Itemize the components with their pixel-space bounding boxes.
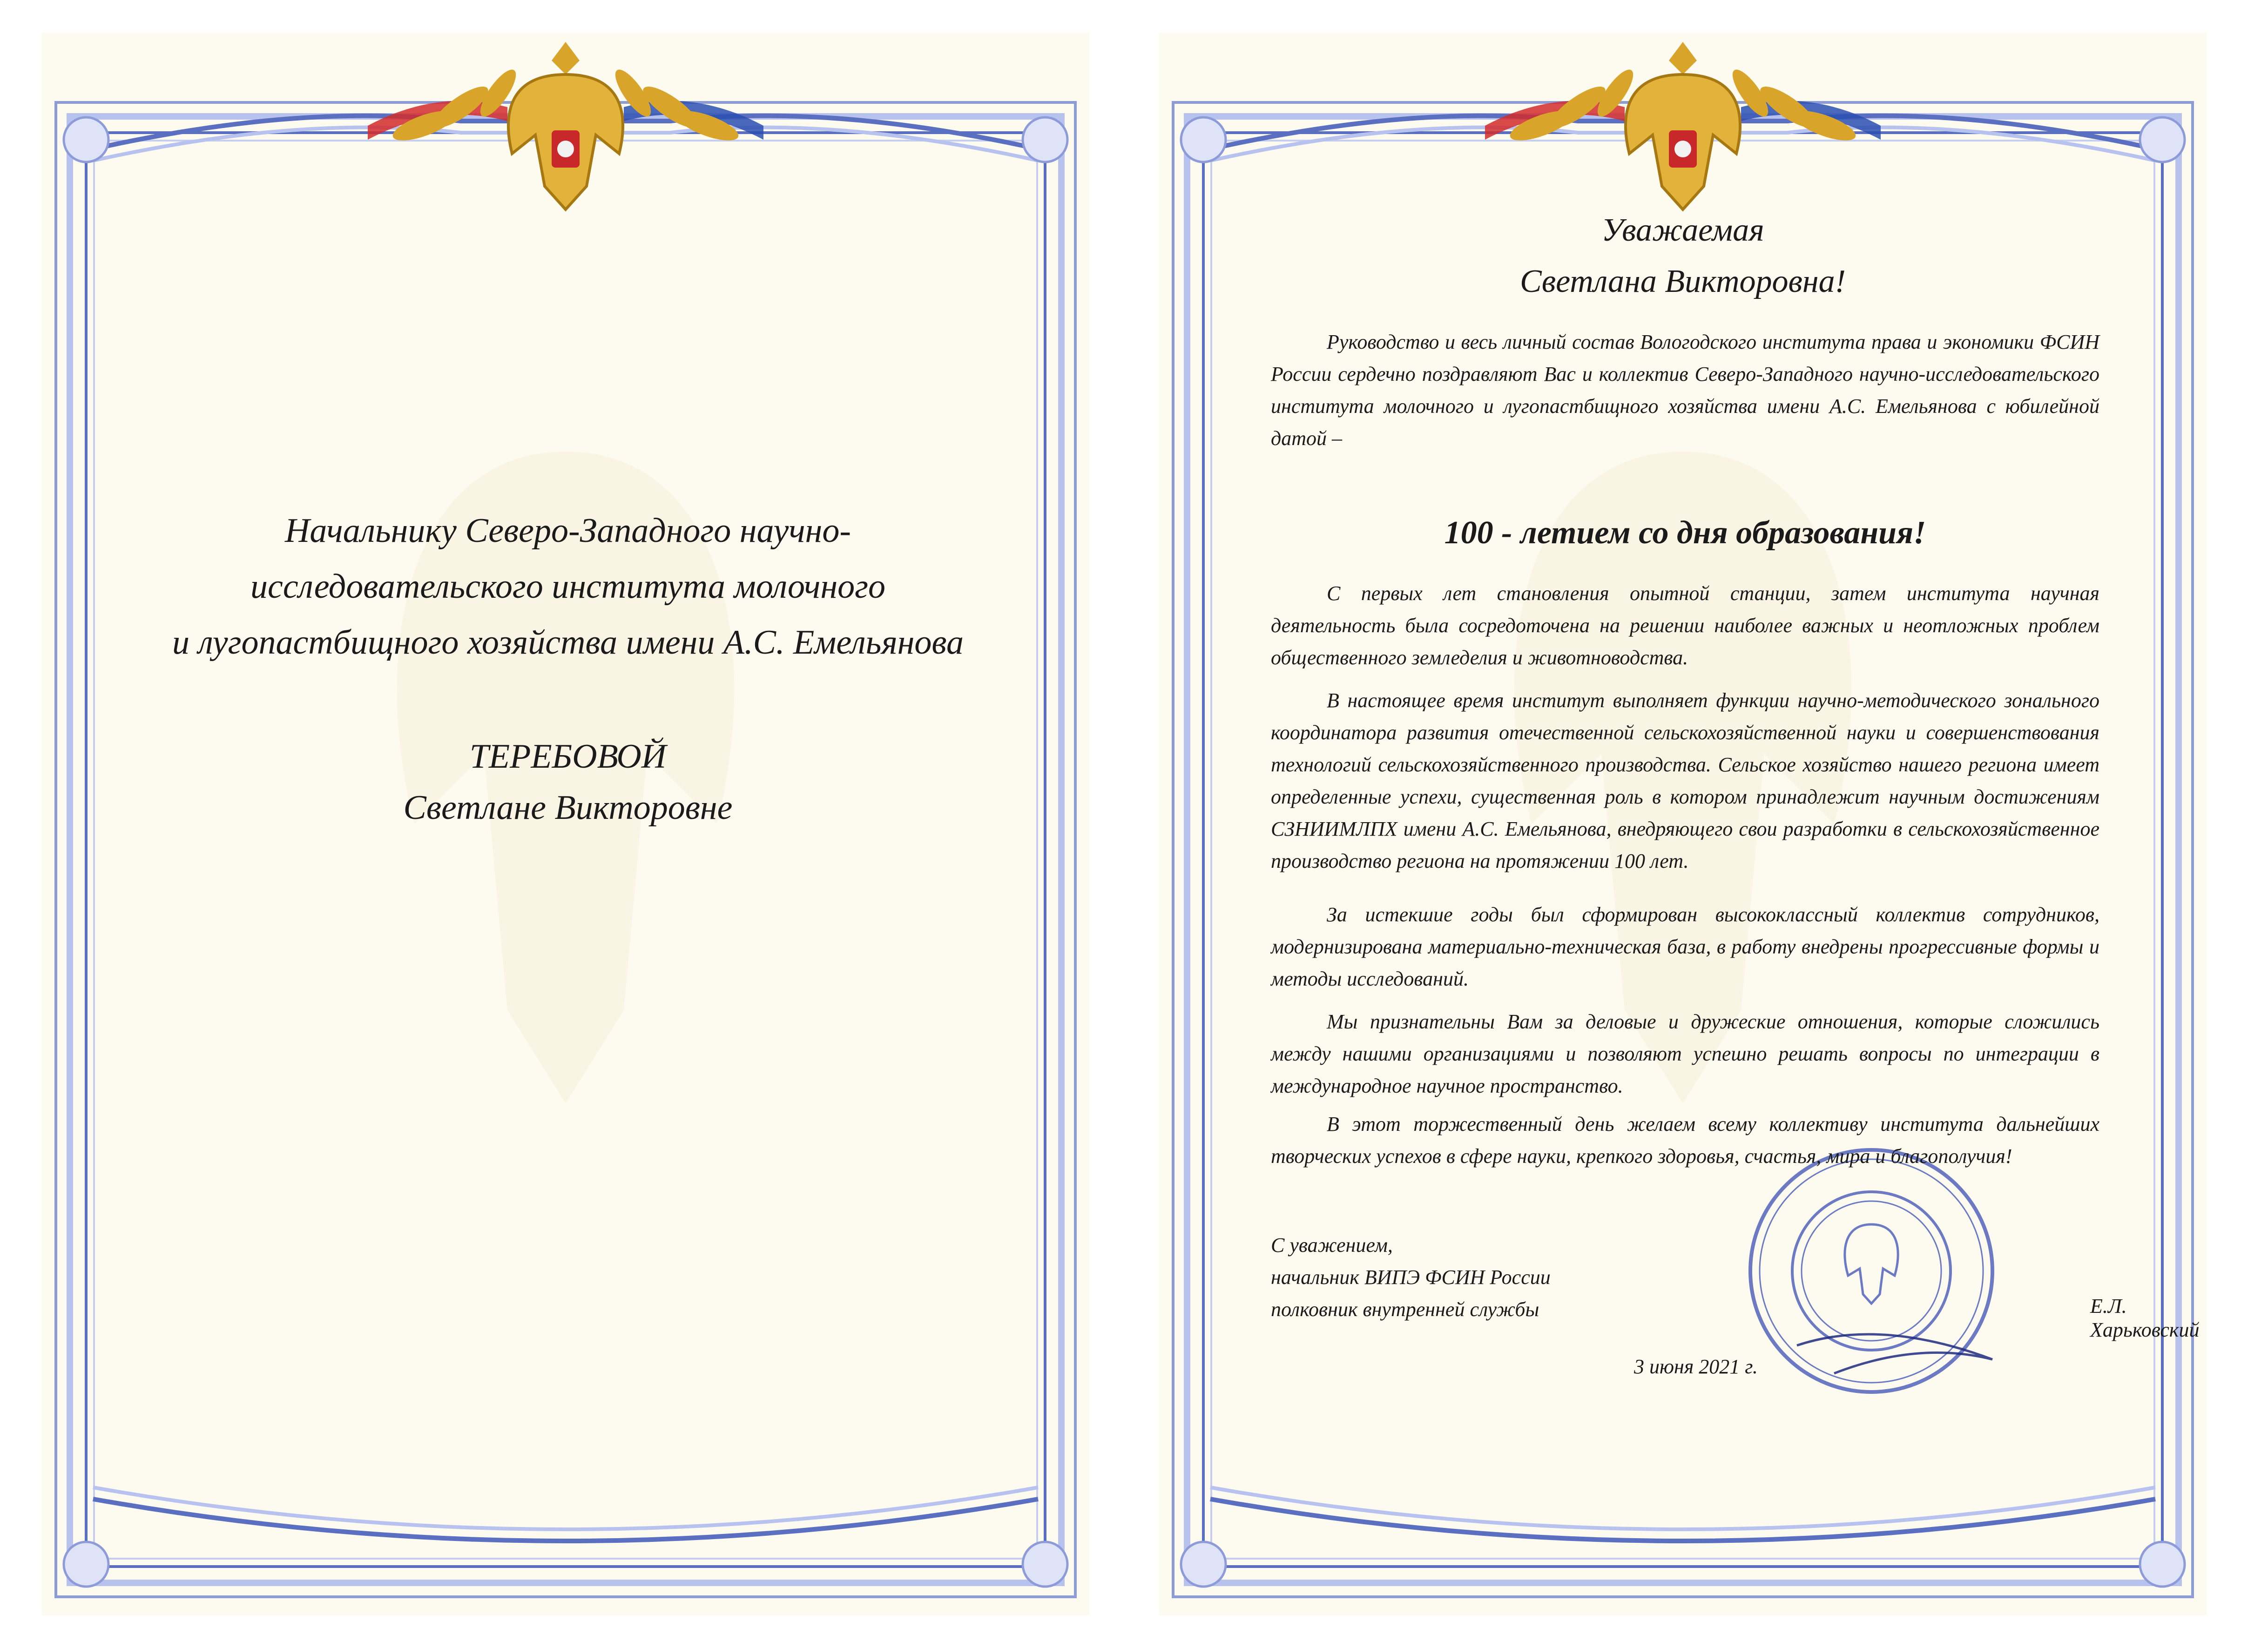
greeting	[1252, 205, 2113, 307]
closing-line: С уважением,	[1271, 1234, 1393, 1257]
signer-name: Е.Л. Харьковский	[2090, 1295, 2200, 1341]
document-date: 3 июня 2021 г.	[1634, 1355, 1758, 1378]
body-paragraph	[1271, 1006, 2099, 1102]
closing-block	[1271, 1229, 1551, 1325]
address-line: Начальнику Северо-Западного научно-	[284, 512, 851, 550]
intro-paragraph	[1271, 326, 2099, 454]
certificate-page-right	[1159, 33, 2207, 1615]
body-paragraph	[1271, 899, 2099, 995]
paragraph-text: Мы признательны Вам за деловые и дружеские отношения, которые сложились между нашими организациями и позволяют успешно решать вопросы по интеграции в международное научное пространство.	[1271, 1010, 2099, 1097]
paragraph-text: В этот торжественный день желаем всему коллективу института дальнейших творческих успехов в сфере науки, крепкого здоровья, счастья, мира и благополучия!	[1271, 1113, 2099, 1168]
recipient-given-names: Светлане Викторовне	[403, 789, 733, 827]
paragraph-text: С первых лет становления опытной станции, затем института научная деятельность была сосредоточена на решении наиболее важных и неотложных проблем общественного земледелия и животноводства.	[1271, 582, 2099, 669]
coat-of-arms-icon	[1626, 42, 1740, 209]
address-line: исследовательского института молочного	[250, 568, 886, 606]
greeting-line: Светлана Викторовна!	[1520, 263, 1846, 299]
body-paragraph	[1271, 1108, 2099, 1172]
certificate-page-left	[42, 33, 1089, 1615]
seal-stamp-icon	[1741, 1141, 2002, 1401]
address-line: и лугопастбищного хозяйства имени А.С. Емельянова	[172, 623, 964, 662]
paragraph-text: В настоящее время институт выполняет функции научно-методического зонального координатора развития отечественной сельскохозяйственной науки и совершенствования технологий сельскохозяйственного производства. Сельское хозяйство нашего региона имеет определенные успехи, существенная роль в котором принадлежит научным достижениям СЗНИИМЛПХ имени А.С. Емельянова, внедряющего свои разработки в сельскохозяйственное производство региона на протяжении 100 лет.	[1271, 689, 2099, 872]
body-paragraph	[1271, 577, 2099, 674]
body-paragraph	[1271, 684, 2099, 877]
recipient-surname: ТЕРЕБОВОЙ	[469, 737, 667, 776]
closing-line: полковник внутренней службы	[1271, 1298, 1539, 1321]
anniversary-heading: 100 - летием со дня образования!	[1444, 515, 1926, 551]
recipient-name	[126, 731, 1010, 833]
closing-line: начальник ВИПЭ ФСИН России	[1271, 1266, 1551, 1289]
intro-text: Руководство и весь личный состав Вологодского института права и экономики ФСИН России сердечно поздравляют Вас и коллектив Северо-Западного научно-исследовательского института молочного и лугопастбищного хозяйства имени А.С. Емельянова с юбилейной датой –	[1271, 331, 2099, 450]
greeting-line: Уважаемая	[1601, 212, 1764, 248]
coat-of-arms-icon	[508, 42, 623, 209]
paragraph-text: За истекшие годы был сформирован высококлассный коллектив сотрудников, модернизирована материально-техническая база, в работу внедрены прогрессивные формы и методы исследований.	[1271, 903, 2099, 990]
recipient-address	[126, 503, 1010, 670]
